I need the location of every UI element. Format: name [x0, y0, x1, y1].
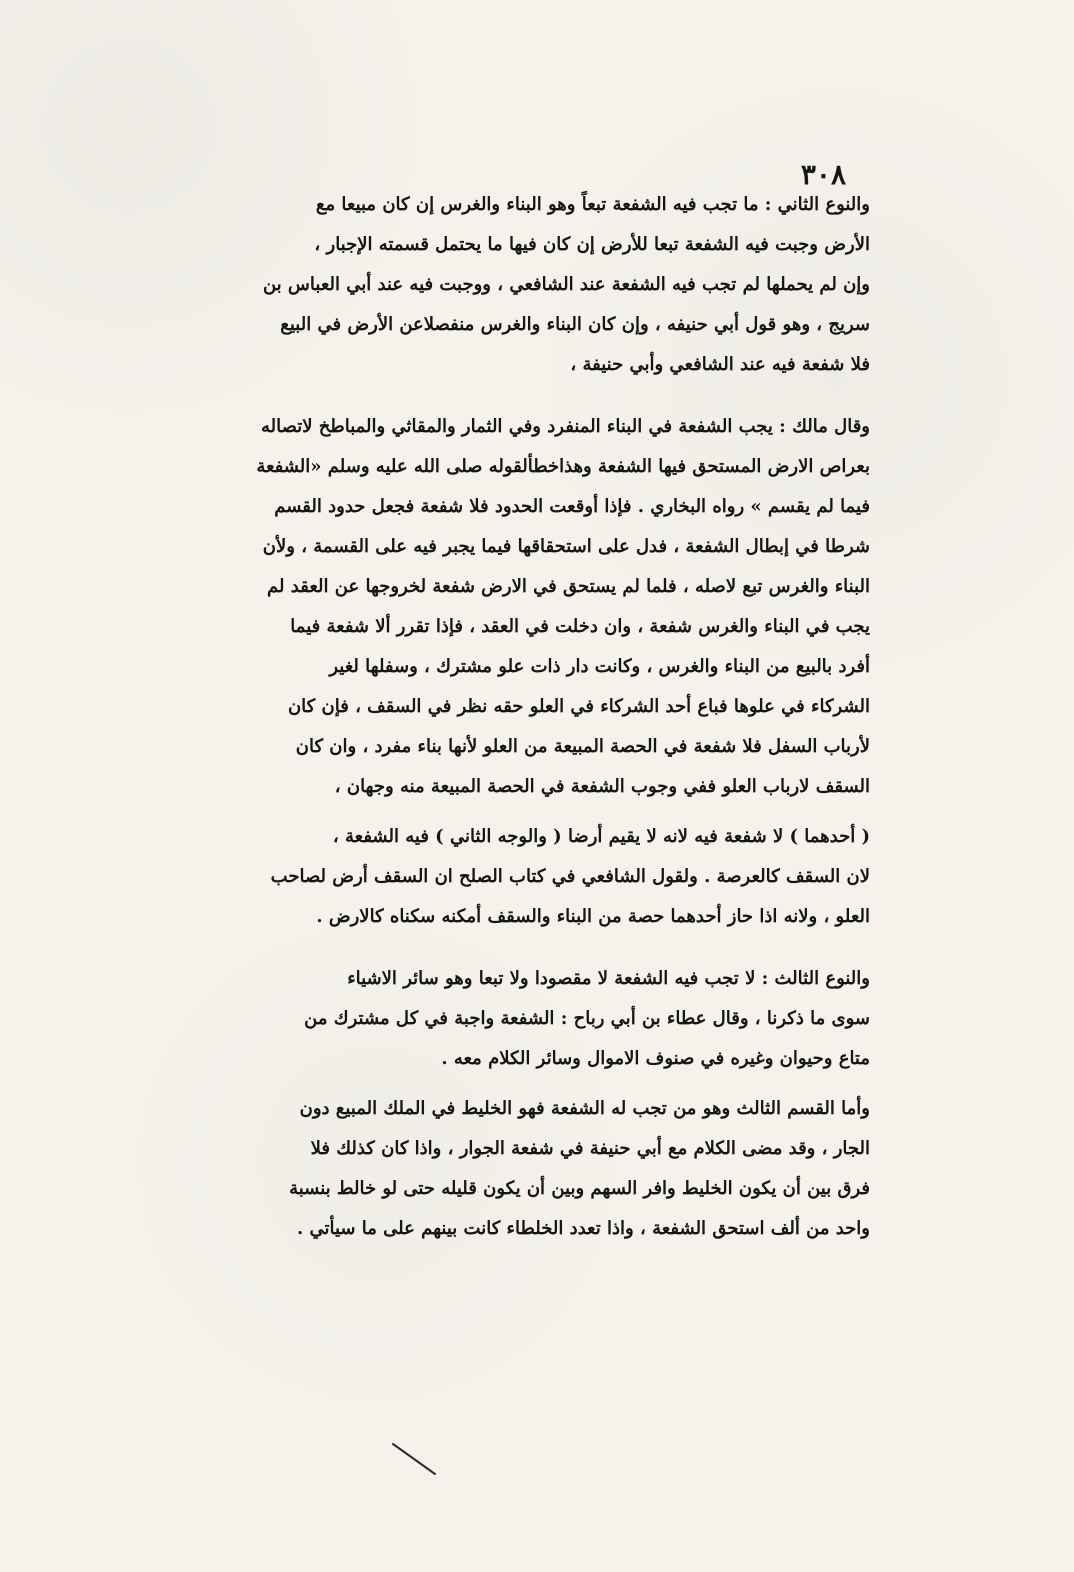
text-line: السقف لارباب العلو ففي وجوب الشفعة في الحصة المبيعة منه وجهان ،: [334, 776, 870, 797]
text-line: يجب في البناء والغرس شفعة ، وان دخلت في العقد ، فإذا تقرر ألا شفعة فيما: [290, 616, 870, 637]
text-line: واحد من ألف استحق الشفعة ، واذا تعدد الخلطاء كانت بينهم على ما سيأتي .: [296, 1218, 870, 1239]
text-line: الشركاء في علوها فباع أحد الشركاء في العلو حقه نظر في السقف ، فإن كان: [287, 696, 870, 717]
paragraph-4: [150, 959, 870, 1079]
text-line: بعراص الارض المستحق فيها الشفعة وهذاخطألقوله صلى الله عليه وسلم «الشفعة: [256, 456, 870, 477]
text-line: فرق بين أن يكون الخليط وافر السهم وبين أن يكون قليله حتى لو خالط بنسبة: [289, 1178, 870, 1199]
paragraph-1: [150, 185, 870, 385]
paragraph-5: [150, 1089, 870, 1249]
text-line: سريج ، وهو قول أبي حنيفه ، وإن كان البناء والغرس منفصلاعن الأرض في البيع: [280, 314, 870, 335]
text-line: فيما لم يقسم » رواه البخاري . فإذا أوقعت الحدود فلا شفعة فجعل حدود القسم: [274, 496, 870, 517]
text-line: شرطا في إبطال الشفعة ، فدل على استحقاقها فيما يجبر فيه على القسمة ، ولأن: [262, 536, 870, 557]
page-text: [150, 185, 870, 1249]
text-line: أفرد بالبيع من البناء والغرس ، وكانت دار ذات علو مشترك ، وسفلها لغير: [329, 656, 870, 677]
text-line: والنوع الثالث : لا تجب فيه الشفعة لا مقصودا ولا تبعا وهو سائر الاشياء: [347, 968, 870, 989]
text-line: الأرض وجبت فيه الشفعة تبعا للأرض إن كان فيها ما يحتمل قسمته الإجبار ،: [314, 234, 870, 255]
text-line: سوى ما ذكرنا ، وقال عطاء بن أبي رباح : الشفعة واجبة في كل مشترك من: [304, 1008, 870, 1029]
text-line: وأما القسم الثالث وهو من تجب له الشفعة فهو الخليط في الملك المبيع دون: [299, 1098, 870, 1119]
paragraph-gap: [150, 1079, 870, 1089]
text-line: الجار ، وقد مضى الكلام مع أبي حنيفة في شفعة الجوار ، واذا كان كذلك فلا: [310, 1138, 870, 1159]
text-line: لأرباب السفل فلا شفعة في الحصة المبيعة من العلو لأنها بناء مفرد ، وان كان: [295, 736, 870, 757]
text-line: البناء والغرس تبع لاصله ، فلما لم يستحق في الارض شفعة لخروجها عن العقد لم: [267, 576, 870, 597]
paragraph-2: [150, 407, 870, 807]
text-line: وإن لم يحملها لم تجب فيه الشفعة عند الشافعي ، ووجبت فيه عند أبي العباس بن: [262, 274, 870, 295]
paragraph-gap: [150, 807, 870, 817]
text-line: لان السقف كالعرصة . ولقول الشافعي في كتاب الصلح ان السقف أرض لصاحب: [270, 866, 870, 887]
paragraph-gap: [150, 385, 870, 407]
stray-mark-icon: [389, 1440, 441, 1478]
text-line: ( أحدهما ) لا شفعة فيه لانه لا يقيم أرضا ( والوجه الثاني ) فيه الشفعة ،: [332, 826, 870, 847]
text-line: وقال مالك : يجب الشفعة في البناء المنفرد وفي الثمار والمقاثي والمباطخ لاتصاله: [261, 416, 870, 437]
paragraph-gap: [150, 937, 870, 959]
text-line: العلو ، ولانه اذا حاز أحدهما حصة من البناء والسقف أمكنه سكناه كالارض .: [316, 906, 870, 927]
text-line: متاع وحيوان وغيره في صنوف الاموال وسائر الكلام معه .: [441, 1048, 870, 1069]
text-line: والنوع الثاني : ما تجب فيه الشفعة تبعاً وهو البناء والغرس إن كان مبيعا مع: [315, 194, 870, 215]
page-number: ٣٠٨: [800, 158, 846, 191]
text-line: فلا شفعة فيه عند الشافعي وأبي حنيفة ،: [570, 354, 870, 375]
paragraph-3: [150, 817, 870, 937]
